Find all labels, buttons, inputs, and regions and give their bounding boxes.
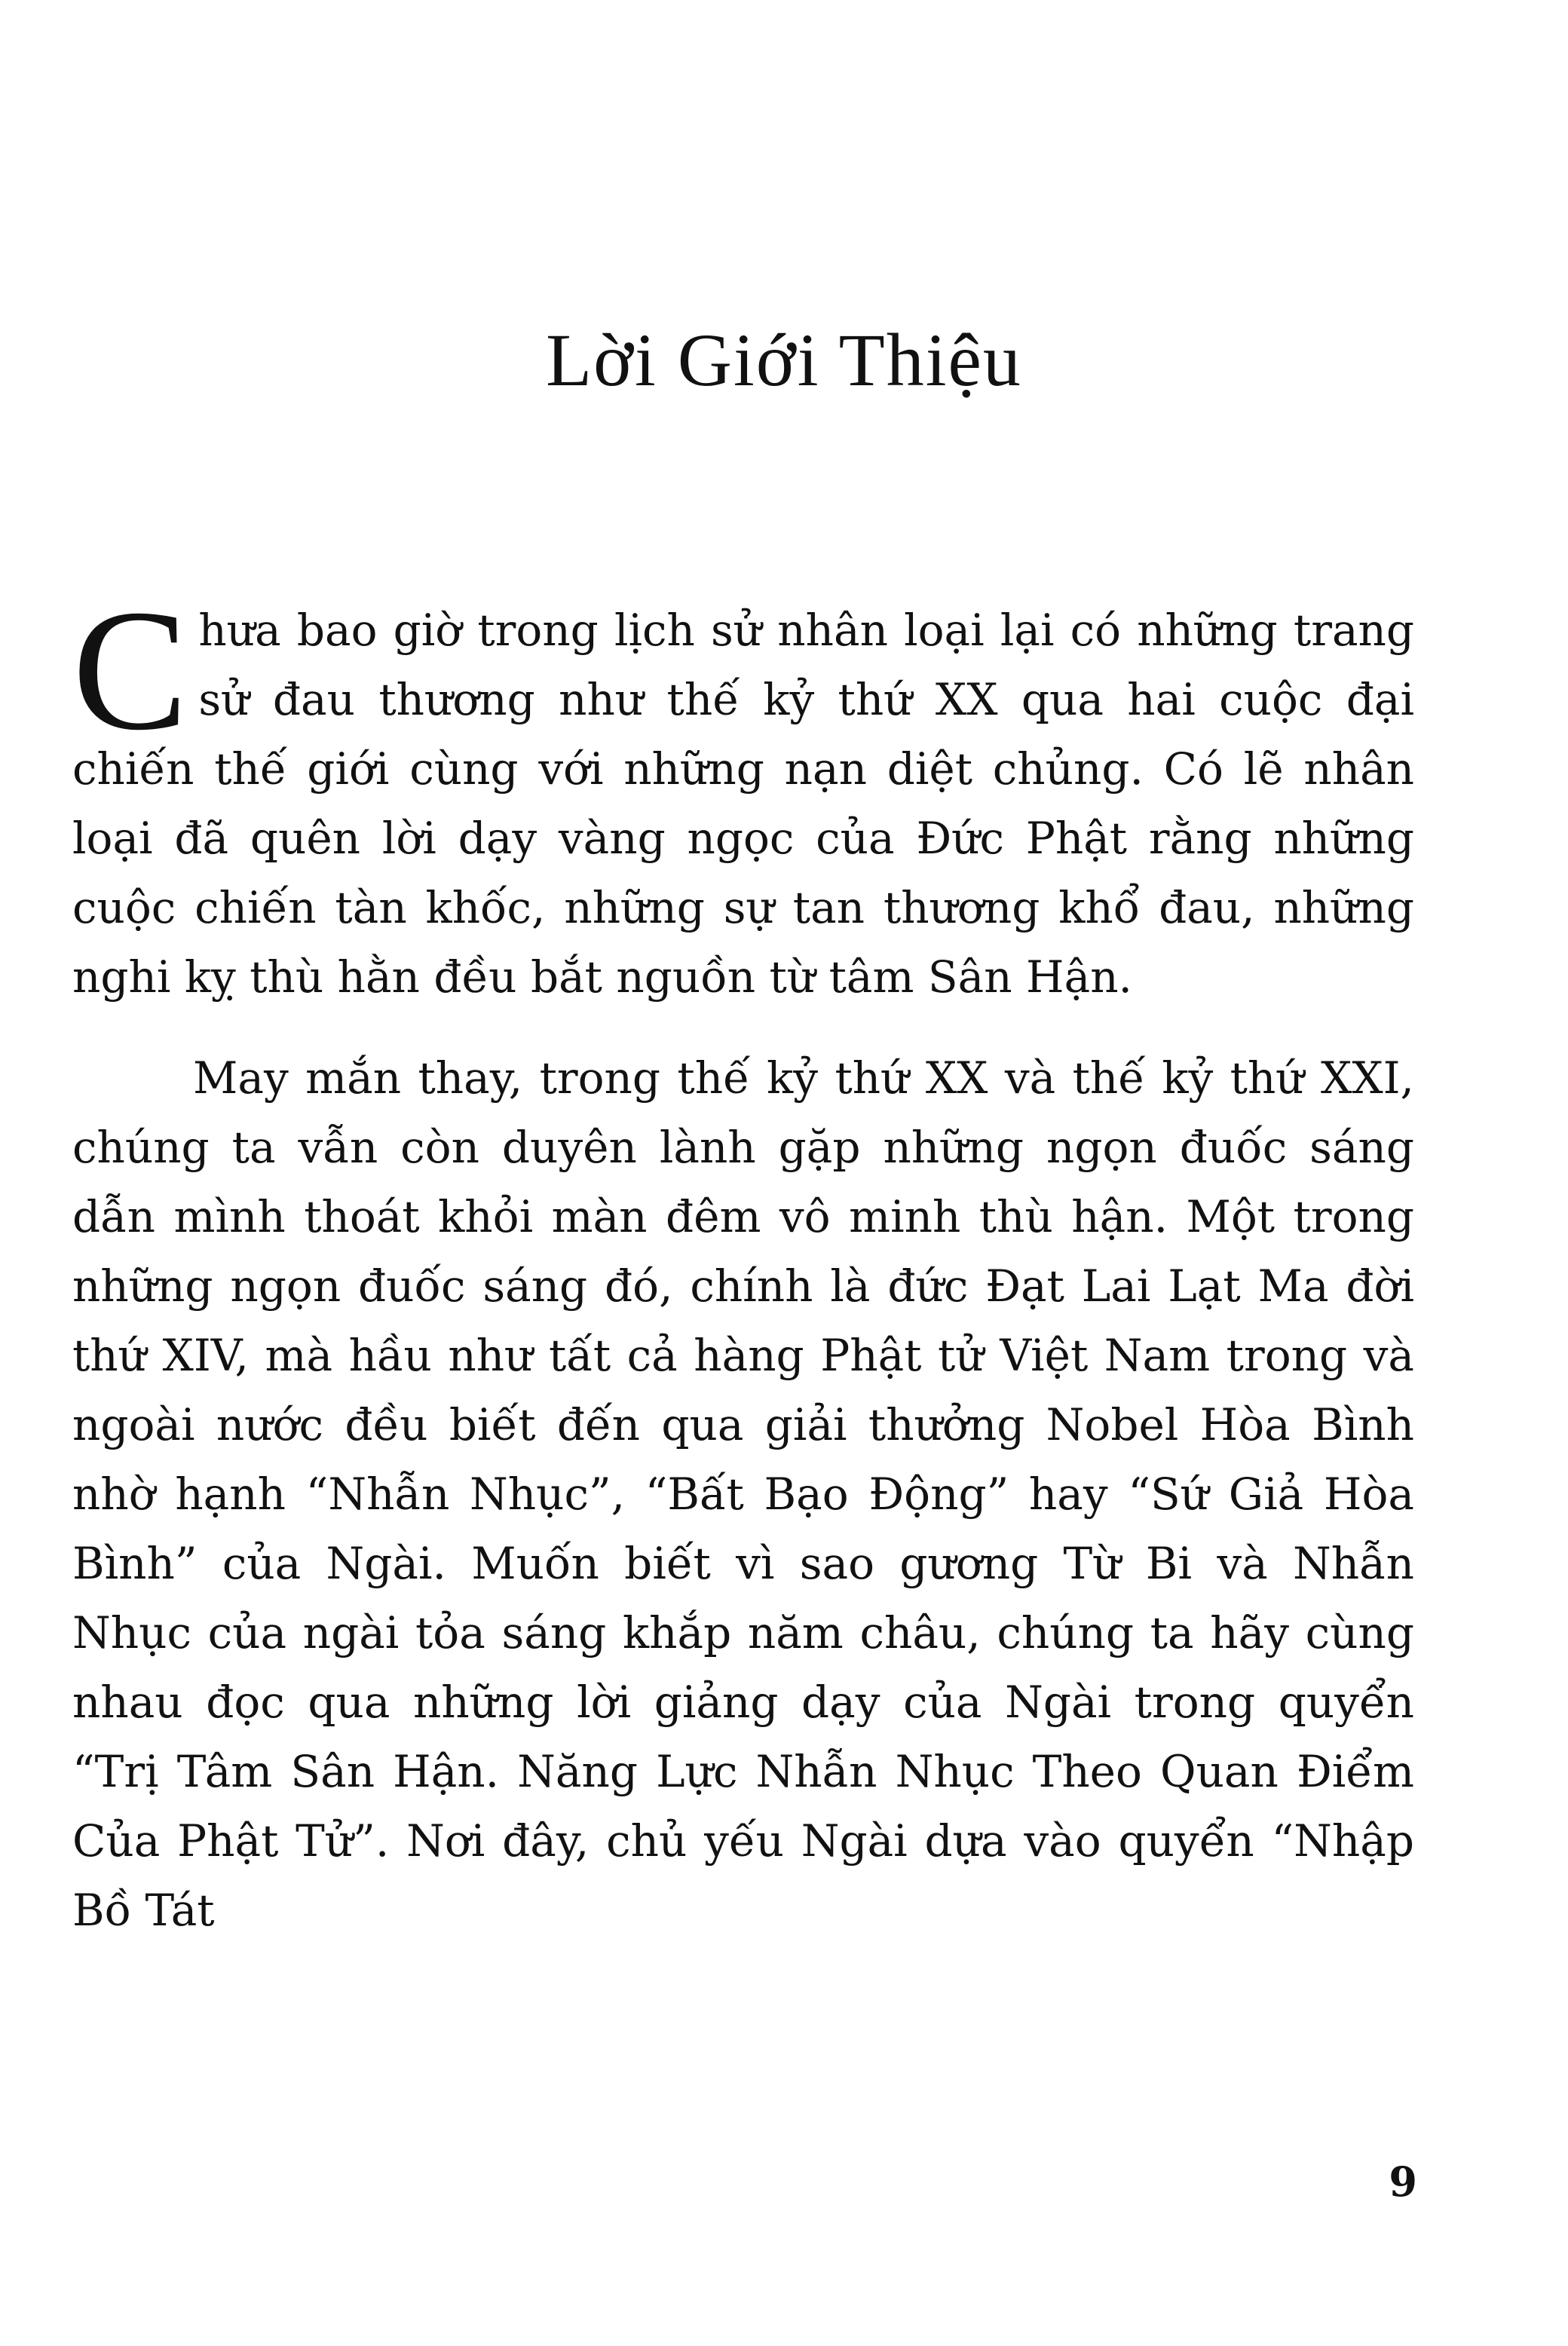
paragraph-1-text: hưa bao giờ trong lịch sử nhân loại lại có những trang sử đau thương như thế kỷ thứ XX qua hai cuộc đại chiến thế giới cùng với những nạn diệt chủng. Có lẽ nhân loại đã quên lời dạy vàng ngọc của Đức Phật rằng những cuộc chiến tàn khốc, những sự tan thương khổ đau, những nghi kỵ thù hằn đều bắt nguồn từ tâm Sân Hận. xyxy=(72,605,1414,1003)
page-number: 9 xyxy=(1389,2158,1417,2206)
drop-cap: C xyxy=(72,574,188,766)
body-text xyxy=(72,574,1414,1945)
paragraph-1 xyxy=(72,574,1414,1012)
chapter-title: Lời Giới Thiệu xyxy=(546,318,1022,402)
paragraph-2: May mắn thay, trong thế kỷ thứ XX và thế kỷ thứ XXI, chúng ta vẫn còn duyên lành gặp những ngọn đuốc sáng dẫn mình thoát khỏi màn đêm vô minh thù hận. Một trong những ngọn đuốc sáng đó, chính là đức Đạt Lai Lạt Ma đời thứ XIV, mà hầu như tất cả hàng Phật tử Việt Nam trong và ngoài nước đều biết đến qua giải thưởng Nobel Hòa Bình nhờ hạnh “Nhẫn Nhục”, “Bất Bạo Động” hay “Sứ Giả Hòa Bình” của Ngài. Muốn biết vì sao gương Từ Bi và Nhẫn Nhục của ngài tỏa sáng khắp năm châu, chúng ta hãy cùng nhau đọc qua những lời giảng dạy của Ngài trong quyển “Trị Tâm Sân Hận. Năng Lực Nhẫn Nhục Theo Quan Điểm Của Phật Tử”. Nơi đây, chủ yếu Ngài dựa vào quyển “Nhập Bồ Tát xyxy=(72,1052,1414,1936)
